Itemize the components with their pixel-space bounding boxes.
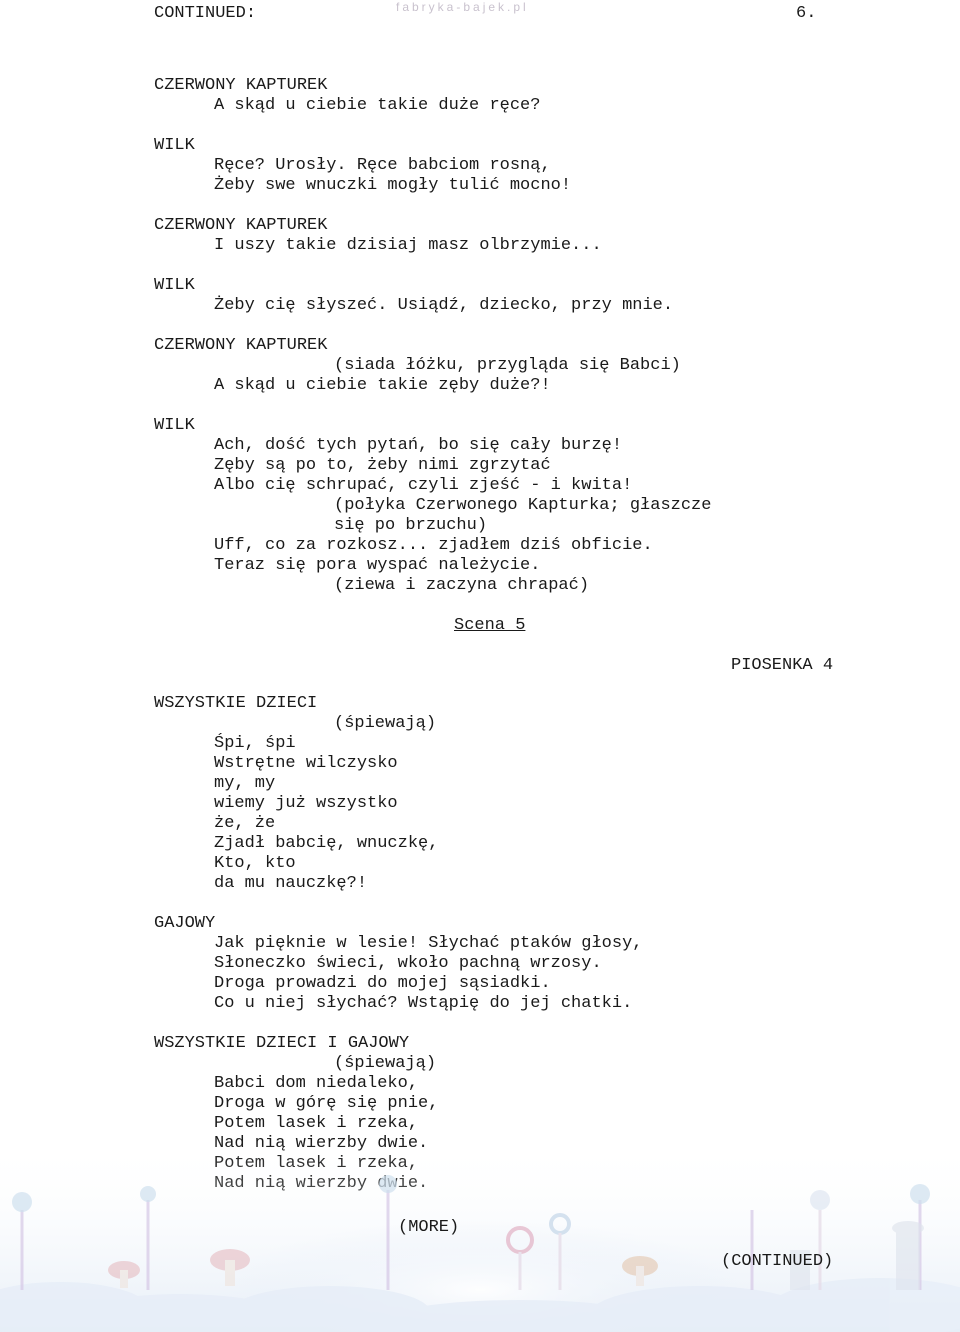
script-line-dial: Kto, kto	[214, 854, 296, 873]
script-line-dial: Słoneczko świeci, wkoło pachną wrzosy.	[214, 954, 602, 973]
script-line-center: Scena 5	[454, 616, 526, 635]
script-line-char: CZERWONY KAPTUREK	[154, 216, 328, 235]
script-line-dial: I uszy takie dzisiaj masz olbrzymie...	[214, 236, 602, 255]
script-line-dial: Ręce? Urosły. Ręce babciom rosną,	[214, 156, 551, 175]
more-marker: (MORE)	[398, 1218, 460, 1237]
script-line-dial: my, my	[214, 774, 276, 793]
script-line-char: WSZYSTKIE DZIECI	[154, 694, 318, 713]
script-line-dial: Jak pięknie w lesie! Słychać ptaków głosy,	[214, 934, 643, 953]
script-line-dial: Uff, co za rozkosz... zjadłem dziś obficie.	[214, 536, 653, 555]
script-line-dial: Droga prowadzi do mojej sąsiadki.	[214, 974, 551, 993]
script-line-paren: (połyka Czerwonego Kapturka; głaszcze	[334, 496, 712, 515]
script-line-dial: Zjadł babcię, wnuczkę,	[214, 834, 439, 853]
script-line-dial: Babci dom niedaleko,	[214, 1074, 419, 1093]
script-line-dial: Co u niej słychać? Wstąpię do jej chatki.	[214, 994, 633, 1013]
script-line-dial: Ach, dość tych pytań, bo się cały burzę!	[214, 436, 623, 455]
script-line-char: CZERWONY KAPTUREK	[154, 76, 328, 95]
script-line-dial: Żeby cię słyszeć. Usiądź, dziecko, przy mnie.	[214, 296, 674, 315]
script-line-dial: da mu nauczkę?!	[214, 874, 368, 893]
script-line-dial: że, że	[214, 814, 276, 833]
script-line-paren: (siada łóżku, przygląda się Babci)	[334, 356, 681, 375]
script-line-dial: Albo cię schrupać, czyli zjeść - i kwita!	[214, 476, 633, 495]
script-line-right: PIOSENKA 4	[731, 656, 834, 675]
watermark-text: fabryka-bajek.pl	[396, 0, 529, 14]
script-line-dial: A skąd u ciebie takie zęby duże?!	[214, 376, 551, 395]
script-line-dial: Żeby swe wnuczki mogły tulić mocno!	[214, 176, 572, 195]
script-line-paren: się po brzuchu)	[334, 516, 488, 535]
page-number: 6.	[796, 4, 817, 23]
script-line-char: WILK	[154, 416, 195, 435]
script-line-char: WSZYSTKIE DZIECI I GAJOWY	[154, 1034, 410, 1053]
script-line-dial: Śpi, śpi	[214, 734, 296, 753]
script-line-char: WILK	[154, 136, 195, 155]
script-line-dial: A skąd u ciebie takie duże ręce?	[214, 96, 541, 115]
script-line-dial: Teraz się pora wyspać należycie.	[214, 556, 541, 575]
script-line-dial: Droga w górę się pnie,	[214, 1094, 439, 1113]
script-line-paren: (ziewa i zaczyna chrapać)	[334, 576, 590, 595]
script-line-dial: Wstrętne wilczysko	[214, 754, 398, 773]
script-line-char: CZERWONY KAPTUREK	[154, 336, 328, 355]
script-line-dial: wiemy już wszystko	[214, 794, 398, 813]
footer-continued: (CONTINUED)	[721, 1252, 834, 1271]
script-line-paren: (śpiewają)	[334, 1054, 437, 1073]
header-continued: CONTINUED:	[154, 4, 257, 23]
script-line-char: WILK	[154, 276, 195, 295]
script-line-char: GAJOWY	[154, 914, 216, 933]
script-line-dial: Zęby są po to, żeby nimi zgrzytać	[214, 456, 551, 475]
script-line-paren: (śpiewają)	[334, 714, 437, 733]
script-line-dial: Potem lasek i rzeka,	[214, 1114, 419, 1133]
fairytale-landscape-illustration	[0, 1140, 960, 1332]
